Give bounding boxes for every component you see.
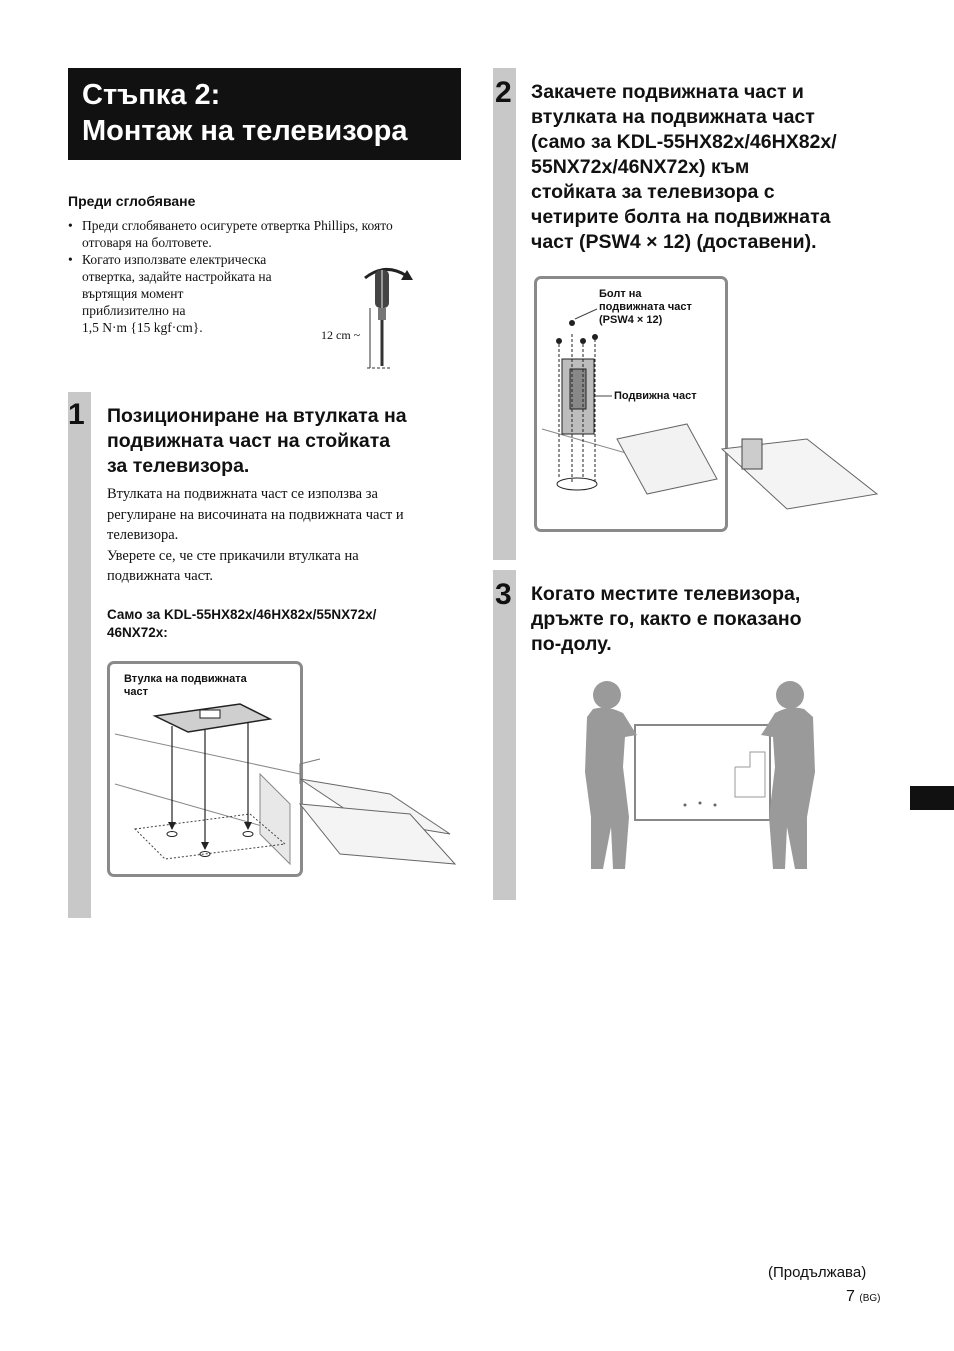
text-line: Втулка на подвижната	[124, 673, 247, 685]
step-2-bar	[493, 68, 516, 560]
text-line: втулката на подвижната част	[531, 106, 815, 128]
bracket-label	[124, 673, 247, 699]
text-line: Позициониране на втулката на	[107, 405, 407, 427]
text-line: (само за KDL-55HX82x/46HX82x/	[531, 131, 837, 153]
text-line: отговаря на болтовете.	[82, 235, 212, 250]
text-line: Когато местите телевизора,	[531, 583, 801, 605]
text-line: (PSW4 × 12)	[599, 314, 663, 326]
text-line: дръжте го, както е показано	[531, 608, 802, 630]
step-1-number: 1	[68, 398, 85, 431]
swivel-part-label: Подвижна част	[614, 390, 697, 402]
continued-note: (Продължава)	[768, 1264, 867, 1281]
step-2-number: 2	[495, 76, 512, 109]
screwdriver-icon	[355, 258, 425, 373]
step-2-heading	[531, 80, 901, 255]
text-line: стойката за телевизора с	[531, 181, 775, 203]
text-line: четирите болта на подвижната	[531, 206, 831, 228]
text-line: Болт на	[599, 288, 642, 300]
text-line: 55NX72x/46NX72x) към	[531, 156, 750, 178]
text-line: Втулката на подвижната част се използва за	[107, 486, 378, 502]
page-number	[846, 1288, 880, 1306]
carrying-tv-illustration	[585, 677, 825, 873]
text-line: • Когато използвате електрическа	[82, 252, 267, 267]
step-1-body	[107, 484, 467, 587]
swivel-part-illustration	[537, 279, 887, 529]
before-heading: Преди сглобяване	[68, 193, 196, 209]
text-line: подвижната част	[599, 301, 692, 313]
text-line: • Преди сглобяването осигурете отвертка Phillips, която	[82, 218, 393, 233]
page-number-value: 7	[846, 1288, 855, 1305]
text-line: отвертка, задайте настройката на	[82, 269, 272, 284]
text-line: 46NX72x:	[107, 625, 168, 640]
text-line: подвижната част на стойката	[107, 430, 391, 452]
step-1-bar	[68, 392, 91, 918]
text-line: за телевизора.	[107, 455, 250, 477]
page-title	[68, 68, 461, 160]
step-3-number: 3	[495, 578, 512, 611]
text-line: част	[124, 686, 149, 698]
page-title-line-1: Стъпка 2:	[82, 79, 221, 111]
text-line: Само за KDL-55HX82x/46HX82x/55NX72x/	[107, 607, 377, 622]
text-line: част (PSW4 × 12) (доставени).	[531, 231, 817, 253]
text-line: въртящия момент	[82, 286, 184, 301]
page-lang: (BG)	[859, 1293, 881, 1304]
text-line: подвижната част.	[107, 568, 214, 584]
text-line: по-долу.	[531, 633, 612, 655]
page-title-line-2: Монтаж на телевизора	[82, 115, 408, 147]
text-line: регулиране на височината на подвижната част и	[107, 506, 404, 523]
step-1-model-note	[107, 606, 376, 642]
bolt-label	[599, 288, 692, 327]
text-line: Уверете се, че сте прикачили втулката на	[107, 547, 359, 564]
screwdriver-length-label: 12 cm ~	[321, 328, 361, 342]
text-line: 1,5 N·m {15 kgf·cm}.	[82, 320, 203, 335]
section-tab	[910, 786, 954, 810]
text-line: Закачете подвижната част и	[531, 81, 804, 103]
step-1-heading	[107, 404, 467, 479]
text-line: приблизително на	[82, 303, 186, 318]
text-line: телевизора.	[107, 527, 179, 543]
step-3-bar	[493, 570, 516, 900]
before-bullet-1	[68, 217, 468, 251]
step-3-heading	[531, 582, 901, 657]
